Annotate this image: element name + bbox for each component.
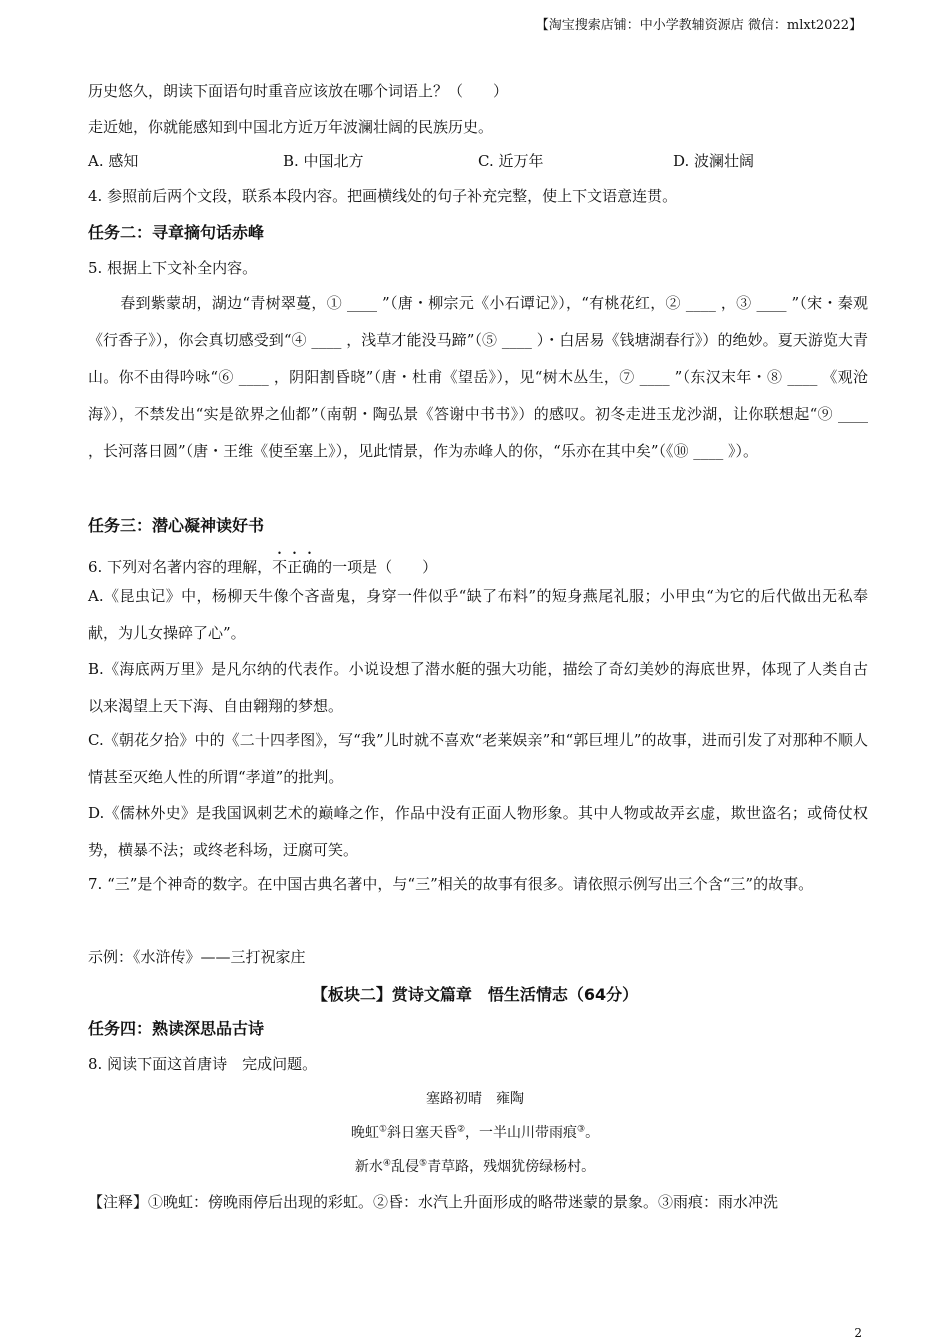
question-6-stem-post: 的一项是（ ） [317, 558, 438, 576]
poem-line-1 [0, 1122, 950, 1142]
question-3-options [88, 150, 868, 171]
question-6-emphasis: 不正确 [272, 558, 318, 576]
task-4-heading: 任务四：熟读深思品古诗 [88, 1019, 265, 1038]
question-8-stem: 8. 阅读下面这首唐诗 完成问题。 [88, 1055, 318, 1073]
poem-line-2-part: 乱侵 [391, 1159, 419, 1175]
poem-line-2-part: 青草路，残烟犹傍绿杨村。 [427, 1159, 596, 1175]
option-b: B. 中国北方 [283, 152, 364, 170]
option-d: D. 波澜壮阔 [673, 152, 755, 170]
question-5-text: 春到紫蒙胡，湖边“青树翠蔓，① ____ ”（唐・柳宗元《小石谭记》），“有桃花红，② ____ ，③ ____ ”（宋・秦观《行香子》），你会真切感受到“④ ____ ，浅草才能没马蹄”（⑤ ____ ）・白居易《钱塘湖春行》）的绝妙。夏天游览大青山。你不由得吟咏“⑥ ____ ，阴阳割昏晓”（唐・杜甫《望岳》），见“树木丛生，⑦ ____ ”（东汉末年・⑧ ____ 《观沧海》），不禁发出“实是欲界之仙都”（南朝・陶弘景《答谢中书书》）的感叹。初冬走进玉龙沙湖，让你联想起“⑨ ____ ，长河落日圆”（唐・王维《使至塞上》），见此情景，作为赤峰人的你，“乐亦在其中矣”（《⑩ ____ 》）。 [88, 294, 868, 460]
note-marker-1: ① [378, 1124, 387, 1135]
page-header: 【淘宝搜索店铺：中小学教辅资源店 微信：mlxt2022】 [535, 18, 862, 33]
question-6-option-c: C.《朝花夕拾》中的《二十四孝图》，写“我”儿时就不喜欢“老莱娱亲”和“郭巨埋儿”的故事，进而引发了对那种不顺人情甚至灭绝人性的所谓“孝道”的批判。 [88, 731, 868, 786]
section-2-heading: 【板块二】赏诗文篇章 悟生活情志（64分） [311, 985, 639, 1004]
question-7-example: 示例：《水浒传》——三打祝家庄 [88, 948, 306, 966]
question-5-stem: 5. 根据上下文补全内容。 [88, 259, 258, 277]
question-6-option-a: A.《昆虫记》中，杨柳天牛像个吝啬鬼，身穿一件似乎“缺了布料”的短身燕尾礼服；小甲虫“为它的后代做出无私奉献，为儿女操碎了心”。 [88, 587, 868, 642]
poem-line-2 [0, 1156, 950, 1176]
task-3-heading: 任务三：潜心凝神读好书 [88, 516, 265, 535]
poem-annotation: 【注释】①晚虹：傍晚雨停后出现的彩虹。②昏：水汽上升面形成的略带迷蒙的景象。③雨痕：雨水冲洗 [88, 1193, 779, 1211]
note-marker-3: ③ [577, 1124, 586, 1135]
option-c: C. 近万年 [478, 152, 544, 170]
poem-line-1-part: ，一半山川带雨痕 [465, 1125, 578, 1141]
page-number: 2 [854, 1326, 862, 1340]
poem-line-1-part: 斜日塞天昏 [386, 1125, 457, 1141]
option-a: A. 感知 [88, 152, 139, 170]
question-3-stem: 历史悠久，朗读下面语句时重音应该放在哪个词语上？（ ） [88, 82, 509, 100]
question-6-option-d: D.《儒林外史》是我国讽刺艺术的巅峰之作，作品中没有正面人物形象。其中人物或故弄玄虚，欺世盗名；或倚仗权势，横暴不法；或终老科场，迂腐可笑。 [88, 804, 868, 859]
note-marker-2: ② [456, 1124, 466, 1135]
poem-title: 塞路初晴 雍陶 [426, 1091, 524, 1107]
question-7-stem: 7. “三”是个神奇的数字。在中国古典名著中，与“三”相关的故事有很多。请依照示例写出三个含“三”的故事。 [88, 875, 814, 893]
poem-line-1-part: 晚虹 [350, 1125, 379, 1141]
poem-line-1-part: 。 [585, 1125, 600, 1141]
poem-line-2-part: 新水 [354, 1159, 383, 1175]
question-5-passage [88, 285, 868, 470]
task-2-heading: 任务二：寻章摘句话赤峰 [88, 223, 265, 242]
question-6-stem [88, 549, 862, 577]
question-3-sentence: 走近她，你就能感知到中国北方近万年波澜壮阔的民族历史。 [88, 118, 494, 136]
question-6-stem-pre: 6. 下列对名著内容的理解， [88, 558, 273, 576]
note-marker-5: ⑤ [419, 1158, 428, 1169]
question-4: 4. 参照前后两个文段，联系本段内容。把画横线处的句子补充完整，使上下文语意连贯。 [88, 187, 678, 205]
question-6-option-b: B.《海底两万里》是凡尔纳的代表作。小说设想了潜水艇的强大功能，描绘了奇幻美妙的海底世界，体现了人类自古以来渴望上天下海、自由翱翔的梦想。 [88, 660, 868, 715]
note-marker-4: ④ [382, 1158, 391, 1169]
